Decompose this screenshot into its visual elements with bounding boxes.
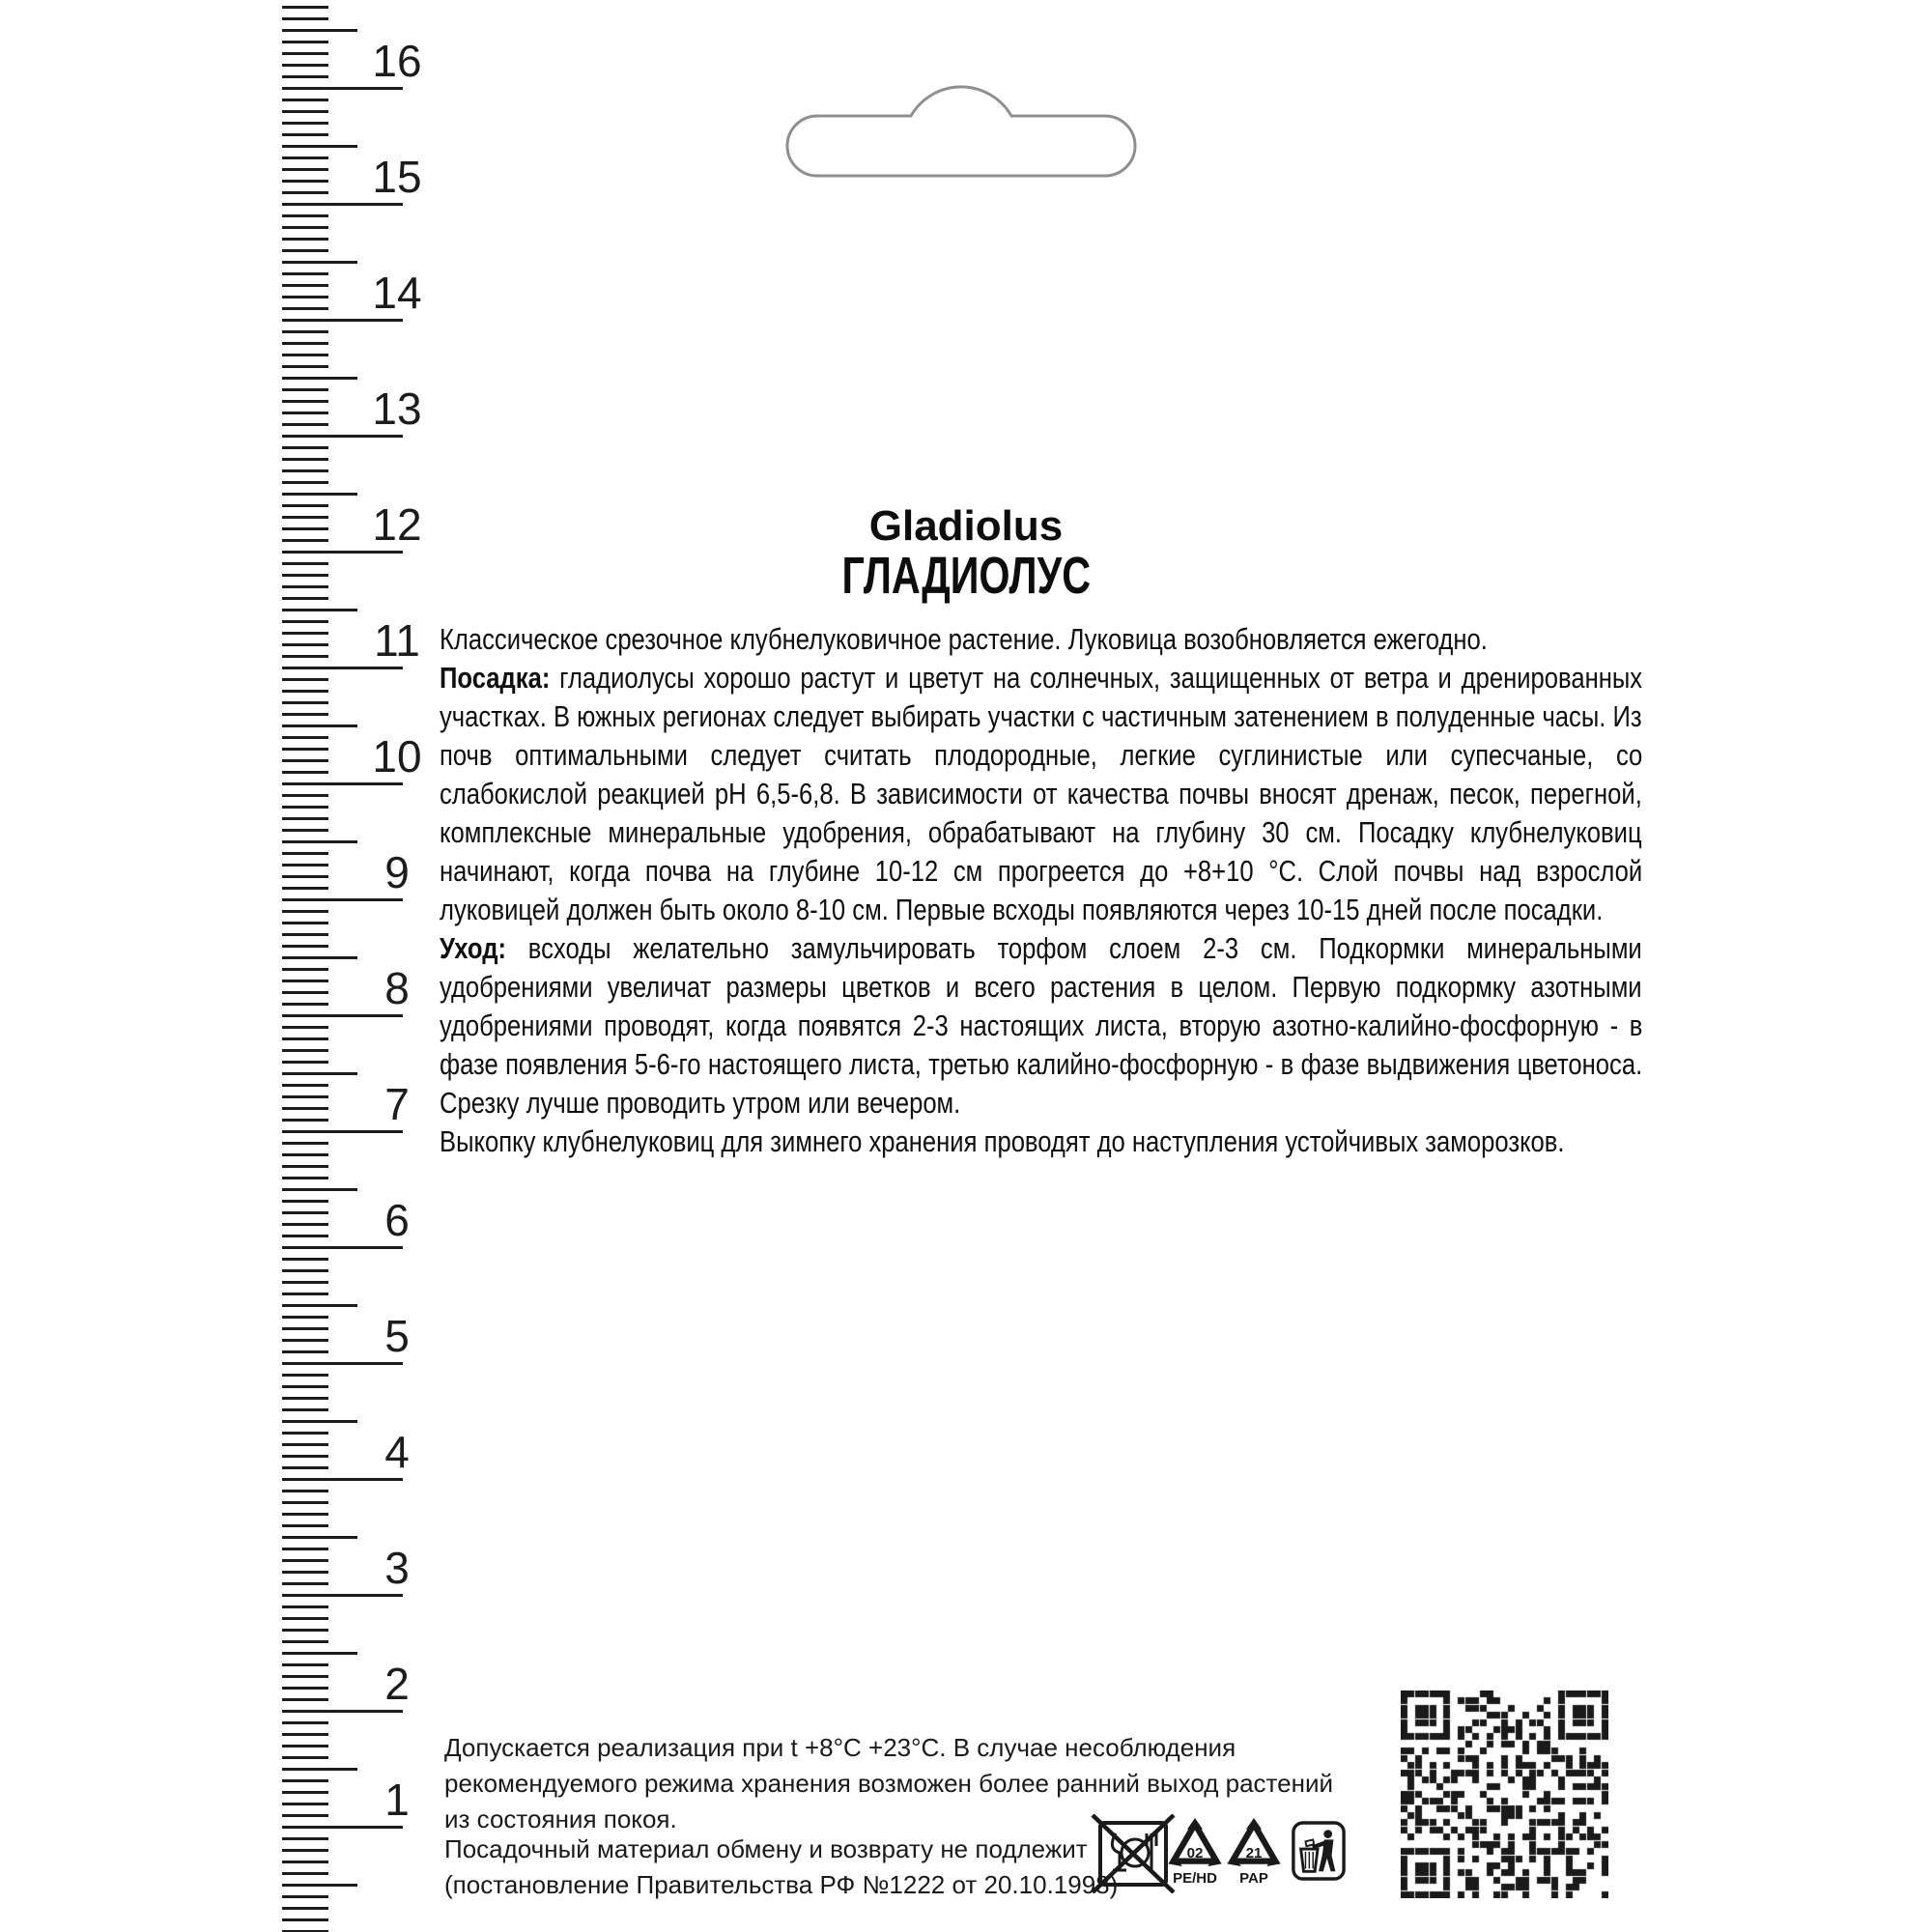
ruler-tick [282,1153,328,1156]
ruler-tick [282,864,328,867]
ruler-tick [282,1061,328,1064]
ruler-tick [282,759,328,762]
ruler-tick [282,1594,403,1597]
description-line: начинают, когда почва на глубине 10-12 см прогреется до +8+10 °С. Слой почвы над взрослой [440,854,1643,888]
ruler-number: 3 [384,1543,410,1593]
recycle-code: 21 [1245,1845,1263,1862]
ruler-tick [282,145,357,148]
ruler-tick [282,110,328,113]
ruler-tick [282,180,328,183]
ruler-tick [282,1490,328,1492]
ruler-tick [282,609,357,611]
ruler-tick [282,713,328,716]
ruler-tick [282,1397,328,1400]
ruler-tick [282,1443,328,1446]
ruler-tick [282,794,328,797]
ruler-tick [282,1420,357,1423]
title-latin [0,499,1932,550]
ruler-tick [282,191,328,194]
description-line: удобрениями увеличат размеры цветков и всего растения в целом. Первую подкормку азотными [440,970,1642,1004]
ruler-number: 10 [372,731,422,781]
ruler-tick [282,87,403,90]
title-russian [0,549,1932,603]
ruler-tick [282,1652,357,1655]
ruler-tick [282,1907,328,1910]
return-note [444,1832,1118,1903]
ruler-tick [282,1339,328,1342]
ruler-tick [282,1432,328,1435]
ruler-tick [282,203,403,206]
description-line: луковицей должен быть около 8-10 см. Первые всходы появляются через 10-15 дней после посадки. [440,893,1604,926]
ruler-tick [282,330,328,333]
ruler-tick [282,1165,328,1168]
storage-note-line: Допускается реализация при t +8°С +23°С. В случае несоблюдения [444,1733,1236,1762]
ruler-tick [282,1350,328,1353]
ruler-tick [282,284,328,287]
ruler-tick [282,1768,357,1771]
ruler-number: 5 [384,1311,410,1361]
ruler-tick [282,400,328,403]
ruler-tick [282,678,328,681]
ruler-tick [282,377,357,380]
ruler-tick [282,435,403,438]
ruler-tick [282,1582,328,1585]
ruler-tick [282,1327,328,1330]
ruler-number: 15 [372,152,422,202]
ruler-tick [282,922,328,924]
ruler-tick [282,1605,328,1608]
ruler-number: 4 [384,1427,410,1477]
ruler-tick [282,1211,328,1214]
recycle-triangle-icon [1225,1818,1283,1866]
ruler-tick [282,122,328,125]
ruler-tick [282,1733,328,1736]
ruler-tick [282,1629,328,1632]
ruler-tick [282,1918,328,1921]
ruler-tick [282,701,328,704]
description-line: удобрениями проводят, когда появятся 2-3 настоящих листа, вторую азотно-калийно-фосфорную - в [440,1009,1643,1042]
ruler-tick [282,1721,328,1724]
ruler-tick [282,1235,328,1237]
storage-note-line: рекомендуемого режима хранения возможен более ранний выход растений [444,1769,1334,1798]
recycle-pehd [1164,1818,1226,1887]
recycle-code: 02 [1186,1845,1204,1862]
ruler-number: 16 [372,36,422,86]
ruler-tick [282,1246,403,1249]
ruler-tick [282,1559,328,1562]
ruler-tick [282,1258,328,1261]
ruler-tick [282,817,328,820]
ruler-tick [282,1072,357,1075]
ruler-tick [282,1756,328,1759]
ruler-tick [282,1455,328,1458]
ruler-tick [282,1130,403,1133]
ruler-tick [282,1571,328,1574]
tidyman-icon [1291,1820,1347,1882]
ruler-tick [282,643,328,646]
ruler-tick [282,307,328,310]
ruler-tick [282,1675,328,1678]
ruler-tick [282,1119,328,1122]
ruler-tick [282,388,328,391]
ruler-tick [282,168,328,171]
ruler-tick [282,226,328,229]
ruler-tick [282,1548,328,1550]
ruler-tick [282,1895,328,1898]
ruler-tick [282,690,328,693]
ruler-tick [282,1200,328,1203]
ruler-tick [282,249,328,252]
ruler-tick [282,724,357,727]
ruler-number: 1 [384,1775,410,1825]
description-line-lead: Посадка: [440,661,551,695]
ruler-tick [282,319,403,322]
description-line-lead: Уход: [440,931,506,965]
ruler-tick [282,1814,328,1817]
ruler-tick [282,354,328,356]
ruler-tick [282,933,328,936]
ruler-tick [282,632,328,635]
ruler-tick [282,1617,328,1620]
ruler-tick [282,887,328,890]
ruler-tick [282,1049,328,1052]
recycle-pap [1223,1818,1285,1887]
storage-note-line: из состояния покоя. [444,1804,677,1833]
ruler-tick [282,64,328,67]
ruler-tick [282,1188,357,1191]
ruler-tick [282,736,328,739]
ruler-tick [282,133,328,136]
ruler-tick [282,968,328,971]
recycle-label: PE/HD [1173,1870,1217,1887]
ruler-tick [282,1385,328,1388]
ruler-tick [282,238,328,241]
ruler-tick [282,1037,328,1040]
ruler-tick [282,99,328,101]
ruler-tick [282,75,328,78]
description-line: Срезку лучше проводить утром или вечером. [440,1086,961,1120]
ruler-tick [282,1872,328,1875]
ruler-tick [282,910,328,913]
ruler-tick [282,1107,328,1110]
ruler-tick [282,1026,328,1029]
ruler-tick [282,52,328,55]
ruler-tick [282,1849,328,1852]
ruler-tick [282,667,403,669]
description [440,620,1642,1161]
ruler-tick [282,481,328,484]
ruler-tick [282,1536,357,1539]
ruler-tick [282,1779,328,1782]
return-note-line: (постановление Правительства РФ №1222 от 20.10.1998) [444,1870,1119,1899]
ruler-tick [282,41,328,43]
ruler-tick [282,1304,357,1307]
ruler-tick [282,1861,328,1863]
ruler-tick [282,945,328,948]
ruler-number: 6 [384,1195,410,1245]
ruler-tick [282,1501,328,1504]
ruler-tick [282,29,357,32]
ruler-tick [282,261,357,264]
description-line: участках. В южных регионах следует выбирать участки с частичным затенением в полуденные часы. Из [440,699,1642,733]
ruler-tick [282,1177,328,1179]
ruler-tick [282,1698,328,1701]
ruler-tick [282,458,328,461]
ruler-tick [282,156,328,159]
ruler-tick [282,6,328,9]
ruler-tick [282,1084,328,1087]
description-line: комплексные минеральные удобрения, обрабатывают на глубину 30 см. Посадку клубнелуковиц [440,815,1642,849]
ruler-tick [282,840,357,843]
ruler-tick [282,782,403,785]
description-line: почв оптимальными следует считать плодородные, легкие суглинистые или супесчаные, со [440,738,1643,772]
ruler-tick [282,1408,328,1411]
ruler-tick [282,1513,328,1516]
ruler-tick [282,1803,328,1805]
ruler-tick [282,806,328,809]
ruler-tick [282,412,328,414]
ruler-tick [282,898,403,901]
ruler-tick [282,1095,328,1098]
ruler-number: 11 [374,615,420,666]
ruler-number: 9 [384,847,410,897]
ruler-tick [282,1745,328,1747]
ruler-tick [282,1316,328,1319]
ruler-tick [282,214,328,217]
ruler-tick [282,991,328,994]
ruler-tick [282,1362,403,1365]
ruler-tick [282,1014,403,1017]
ruler-tick [282,1791,328,1794]
ruler-tick [282,446,328,449]
ruler-tick [282,423,328,426]
ruler-tick [282,1269,328,1272]
ruler-number: 14 [372,268,422,318]
ruler-tick [282,1142,328,1145]
ruler-tick [282,1223,328,1226]
ruler-tick [282,852,328,855]
ruler-tick [282,620,328,623]
ruler-tick [282,1281,328,1284]
ruler-tick [282,1826,403,1829]
ruler-tick [282,829,328,832]
ruler-tick [282,365,328,368]
title-russian-text: ГЛАДИОЛУС [841,547,1091,605]
ruler-tick [282,1687,328,1690]
description-line: Уход: всходы желательно замульчировать торфом слоем 2-3 см. Подкормки минеральными [440,931,1642,965]
description-line: Посадка: гладиолусы хорошо растут и цветут на солнечных, защищенных от ветра и дренированных [440,661,1643,695]
title-latin-text: Gladiolus [868,502,1064,550]
return-note-line: Посадочный материал обмену и возврату не подлежит [444,1834,1088,1863]
ruler-tick [282,296,328,298]
ruler-tick [282,469,328,472]
ruler-tick [282,1710,403,1713]
ruler-tick [282,1640,328,1643]
ruler-tick [282,956,357,959]
ruler-tick [282,1663,328,1666]
ruler-tick [282,875,328,878]
ruler-tick [282,342,328,345]
ruler-tick [282,1293,328,1295]
ruler-tick [282,1837,328,1840]
ruler-tick [282,1478,403,1481]
ruler-number: 8 [384,963,410,1013]
ruler-tick [282,655,328,658]
ruler-tick [282,771,328,774]
hang-hole [778,77,1145,188]
ruler-tick [282,1003,328,1006]
ruler-number: 13 [372,384,422,434]
ruler-tick [282,748,328,751]
description-line: фазе появления 5-6-го настоящего листа, третью калийно-фосфорную - в фазе выдвижения цветоноса. [440,1047,1643,1081]
description-line: Выкопку клубнелуковиц для зимнего хранения проводят до наступления устойчивых заморозков. [440,1124,1565,1158]
recycle-triangle-icon [1166,1818,1224,1866]
description-line: слабокислой реакцией pH 6,5-6,8. В зависимости от качества почвы вносят дренаж, песок, перегной, [440,777,1642,810]
ruler-number: 12 [372,499,422,550]
ruler-tick [282,1374,328,1377]
ruler-tick [282,1884,357,1887]
recycle-label: PAP [1239,1870,1268,1887]
ruler-number: 2 [384,1659,410,1709]
description-line: Классическое срезочное клубнелуковичное растение. Луковица возобновляется ежегодно. [440,622,1488,656]
ruler-tick [282,980,328,982]
ruler-tick [282,493,357,496]
qr-code [1401,1690,1608,1898]
ruler-tick [282,17,328,20]
ruler-number: 7 [384,1079,410,1129]
ruler-tick [282,272,328,275]
ruler-tick [282,1466,328,1469]
ruler-tick [282,1524,328,1527]
